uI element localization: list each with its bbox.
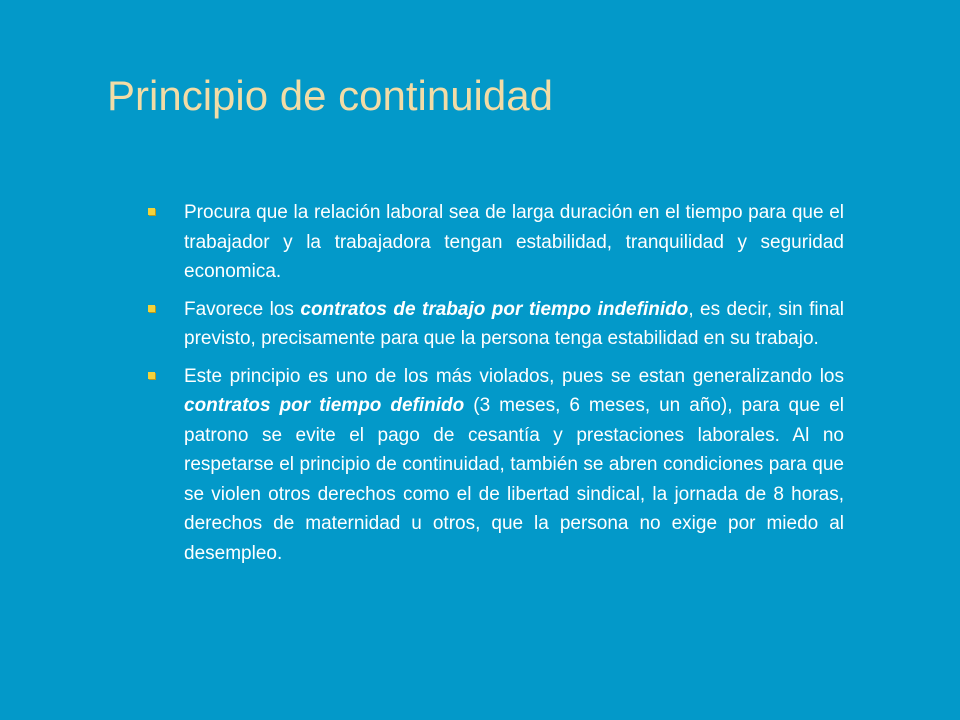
bullet-emphasis: contratos de trabajo por tiempo indefinido <box>300 298 689 320</box>
square-bullet-icon <box>148 305 155 312</box>
bullet-item <box>144 362 844 569</box>
bullet-text: Procura que la relación laboral sea de larga duración en el tiempo para que el trabajador y la trabajadora tengan estabilidad, tranquilidad y seguridad economica. <box>184 202 844 282</box>
bullet-text-part: (3 meses, 6 meses, un año), para que el patrono se evite el pago de cesantía y prestaciones laborales. Al no respetarse el principio de continuidad, también se abren condiciones para que se violen otros derechos como el de libertad sindical, la jornada de 8 horas, derechos de maternidad u otros, que la persona no exige por miedo al desempleo. <box>184 395 844 564</box>
square-bullet-icon <box>148 208 155 215</box>
square-bullet-icon <box>148 372 155 379</box>
bullet-text-part: Favorece los <box>184 298 301 320</box>
bullet-emphasis: contratos por tiempo definido <box>184 395 465 416</box>
slide-title: Principio de continuidad <box>107 72 553 119</box>
bullet-text-part: Este principio es uno de los más violados, pues se estan generalizando los <box>184 365 844 387</box>
bullet-item <box>144 295 844 354</box>
bullet-list <box>144 198 844 576</box>
bullet-item <box>144 198 844 287</box>
bullet-text-part: , es decir, sin final previsto, precisamente para que la persona tenga estabilidad en su trabajo. <box>184 298 844 349</box>
